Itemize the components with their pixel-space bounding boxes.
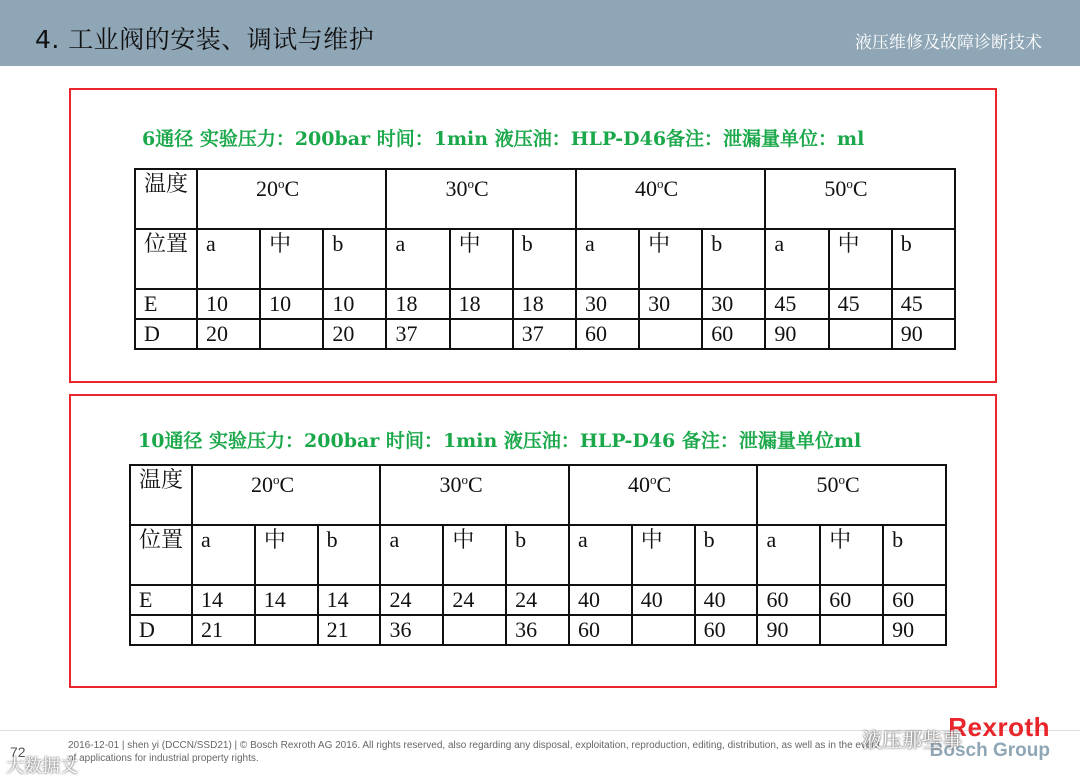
table-row xyxy=(130,615,946,645)
leakage-value-cell: 14 xyxy=(255,585,318,615)
leakage-value-cell: 45 xyxy=(892,289,955,319)
position-cell: a xyxy=(386,229,449,289)
leakage-value-cell: 90 xyxy=(892,319,955,349)
temperature-cell xyxy=(386,169,575,229)
slide-title: 4. 工业阀的安装、调试与维护 xyxy=(35,25,375,54)
leakage-table-10 xyxy=(129,464,947,646)
temperature-value: 50 xyxy=(824,176,847,201)
degree-mark: o xyxy=(273,472,280,487)
leakage-value-cell xyxy=(820,615,883,645)
temperature-cell xyxy=(569,465,757,525)
position-cell: b xyxy=(506,525,569,585)
position-cell: b xyxy=(513,229,576,289)
leakage-value-cell: 14 xyxy=(318,585,381,615)
position-header-row xyxy=(130,525,946,585)
celsius-unit: C xyxy=(284,176,300,201)
temperature-header-row xyxy=(135,169,955,229)
temperature-label: 温度 xyxy=(130,465,192,525)
table-row xyxy=(130,585,946,615)
temperature-value: 40 xyxy=(634,176,657,201)
leakage-value-cell: 45 xyxy=(765,289,828,319)
slide-subtitle: 液压维修及故障诊断技术 xyxy=(855,33,1042,53)
degree-mark: o xyxy=(278,176,285,191)
leakage-value-cell: 24 xyxy=(506,585,569,615)
position-cell: a xyxy=(192,525,255,585)
celsius-unit: C xyxy=(467,472,483,497)
position-cell: 中 xyxy=(632,525,695,585)
celsius-unit: C xyxy=(663,176,679,201)
temperature-value: 30 xyxy=(445,176,468,201)
leakage-value-cell: 60 xyxy=(883,585,946,615)
leakage-value-cell: 60 xyxy=(695,615,758,645)
leakage-value-cell: 36 xyxy=(380,615,443,645)
leakage-table-6 xyxy=(134,168,956,350)
temperature-label: 温度 xyxy=(135,169,197,229)
leakage-value-cell: 30 xyxy=(639,289,702,319)
leakage-value-cell: 40 xyxy=(569,585,632,615)
temperature-value: 30 xyxy=(439,472,462,497)
temperature-cell xyxy=(192,465,380,525)
position-cell: 中 xyxy=(820,525,883,585)
table-row xyxy=(135,289,955,319)
degree-mark: o xyxy=(846,176,853,191)
row-label: D xyxy=(135,319,197,349)
temperature-cell xyxy=(765,169,955,229)
celsius-unit: C xyxy=(473,176,489,201)
slide-header xyxy=(0,0,1080,66)
row-label: E xyxy=(135,289,197,319)
leakage-value-cell: 18 xyxy=(513,289,576,319)
temperature-cell xyxy=(380,465,568,525)
temperature-value: 20 xyxy=(256,176,278,201)
position-cell: 中 xyxy=(443,525,506,585)
leakage-value-cell: 21 xyxy=(318,615,381,645)
position-cell: 中 xyxy=(255,525,318,585)
leakage-value-cell xyxy=(443,615,506,645)
temperature-value: 50 xyxy=(816,472,839,497)
position-header-row xyxy=(135,229,955,289)
leakage-value-cell: 10 xyxy=(260,289,323,319)
degree-mark: o xyxy=(649,472,657,487)
watermark-left: 大数据文 xyxy=(6,756,78,777)
leakage-value-cell: 18 xyxy=(450,289,513,319)
position-cell: b xyxy=(695,525,758,585)
leakage-value-cell xyxy=(829,319,892,349)
table-caption-2: 10通径 实验压力：200bar 时间：1min 液压油：HLP-D46 备注：泄漏量单位ml xyxy=(138,430,862,452)
leakage-value-cell: 21 xyxy=(192,615,255,645)
leakage-value-cell: 36 xyxy=(506,615,569,645)
leakage-value-cell: 30 xyxy=(702,289,765,319)
position-cell: 中 xyxy=(829,229,892,289)
leakage-value-cell: 10 xyxy=(323,289,386,319)
position-cell: a xyxy=(197,229,260,289)
leakage-value-cell: 90 xyxy=(765,319,828,349)
leakage-value-cell: 10 xyxy=(197,289,260,319)
temperature-cell xyxy=(757,465,946,525)
leakage-value-cell: 24 xyxy=(380,585,443,615)
leakage-value-cell: 40 xyxy=(695,585,758,615)
degree-mark: o xyxy=(656,176,664,191)
position-cell: 中 xyxy=(639,229,702,289)
leakage-value-cell: 60 xyxy=(820,585,883,615)
position-cell: b xyxy=(323,229,386,289)
leakage-value-cell: 90 xyxy=(757,615,820,645)
degree-mark: o xyxy=(467,176,474,191)
leakage-value-cell: 60 xyxy=(576,319,639,349)
leakage-value-cell: 37 xyxy=(386,319,449,349)
temperature-cell xyxy=(197,169,386,229)
leakage-value-cell: 20 xyxy=(197,319,260,349)
leakage-value-cell xyxy=(639,319,702,349)
position-label: 位置 xyxy=(130,525,192,585)
row-label: D xyxy=(130,615,192,645)
position-label: 位置 xyxy=(135,229,197,289)
temperature-value: 20 xyxy=(251,472,273,497)
position-cell: a xyxy=(757,525,820,585)
position-cell: 中 xyxy=(450,229,513,289)
table-row xyxy=(135,319,955,349)
leakage-value-cell: 30 xyxy=(576,289,639,319)
position-cell: b xyxy=(318,525,381,585)
degree-mark: o xyxy=(838,472,845,487)
leakage-value-cell: 60 xyxy=(702,319,765,349)
position-cell: a xyxy=(765,229,828,289)
leakage-value-cell: 40 xyxy=(632,585,695,615)
position-cell: a xyxy=(380,525,443,585)
leakage-value-cell xyxy=(260,319,323,349)
table-caption-1: 6通径 实验压力：200bar 时间：1min 液压油：HLP-D46备注：泄漏量单位：ml xyxy=(142,128,865,150)
brand-bosch-group: Bosch Group xyxy=(929,740,1050,761)
leakage-value-cell xyxy=(632,615,695,645)
position-cell: b xyxy=(892,229,955,289)
copyright-text: 2016-12-01 | shen yi (DCCN/SSD21) | © Bosch Rexroth AG 2016. All rights reserved, also regarding any disposal, exploitation, reproduction, editing, distribution, as well as in the event of applications for industrial property rights. xyxy=(68,740,880,764)
leakage-value-cell: 37 xyxy=(513,319,576,349)
page-number: 72 xyxy=(10,744,26,760)
temperature-header-row xyxy=(130,465,946,525)
celsius-unit: C xyxy=(656,472,672,497)
celsius-unit: C xyxy=(844,472,860,497)
leakage-value-cell: 90 xyxy=(883,615,946,645)
leakage-value-cell: 18 xyxy=(386,289,449,319)
degree-mark: o xyxy=(461,472,468,487)
leakage-value-cell: 14 xyxy=(192,585,255,615)
position-cell: a xyxy=(576,229,639,289)
leakage-value-cell: 60 xyxy=(757,585,820,615)
leakage-value-cell: 20 xyxy=(323,319,386,349)
position-cell: 中 xyxy=(260,229,323,289)
celsius-unit: C xyxy=(279,472,295,497)
position-cell: b xyxy=(883,525,946,585)
position-cell: a xyxy=(569,525,632,585)
leakage-value-cell: 60 xyxy=(569,615,632,645)
brand-rexroth: Rexroth xyxy=(948,712,1050,742)
leakage-value-cell: 45 xyxy=(829,289,892,319)
leakage-value-cell xyxy=(255,615,318,645)
row-label: E xyxy=(130,585,192,615)
temperature-value: 40 xyxy=(627,472,650,497)
celsius-unit: C xyxy=(852,176,868,201)
leakage-value-cell: 24 xyxy=(443,585,506,615)
leakage-value-cell xyxy=(450,319,513,349)
watermark-right: 液压那些事 xyxy=(862,728,962,752)
temperature-cell xyxy=(576,169,765,229)
position-cell: b xyxy=(702,229,765,289)
